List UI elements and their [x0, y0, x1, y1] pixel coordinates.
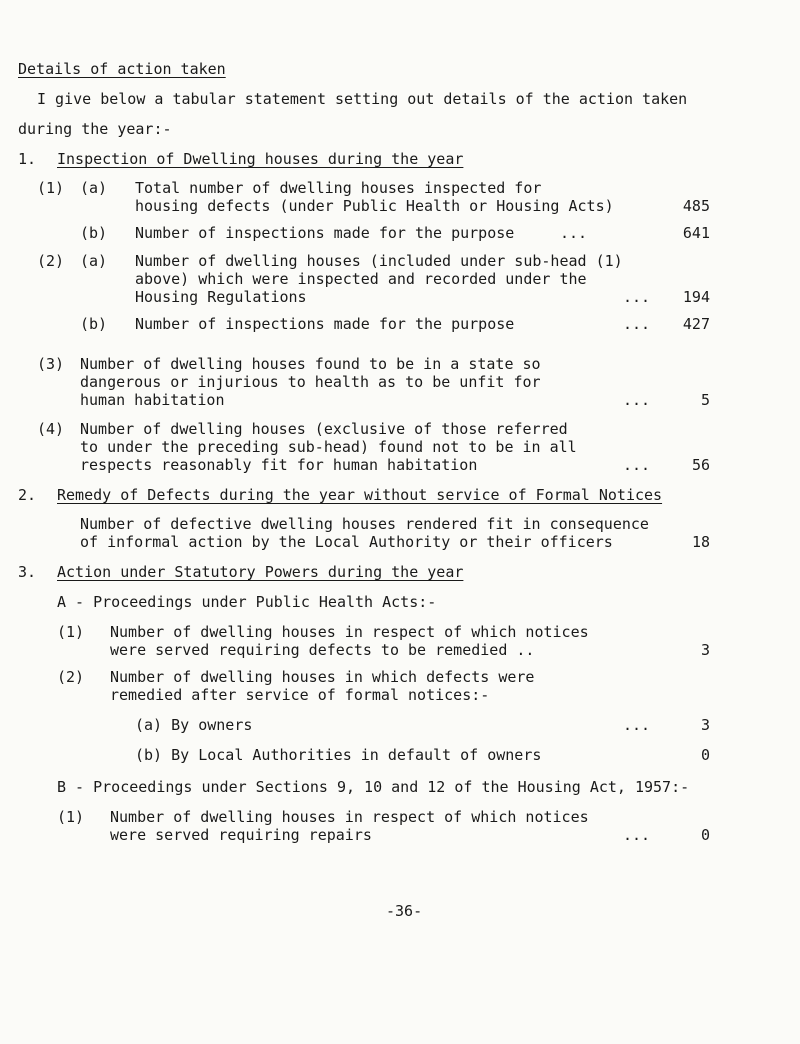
- item-a2-label: (2): [57, 668, 85, 686]
- item-2a-dots: ...: [623, 288, 651, 306]
- item-1a-label: (a): [80, 179, 108, 197]
- item-b1-text-1: Number of dwelling houses in respect of which notices: [110, 808, 589, 826]
- item-2a-text-2: above) which were inspected and recorded under the: [135, 270, 587, 288]
- item-1b-label: (b): [80, 224, 108, 242]
- section-1-title: Inspection of Dwelling houses during the year: [57, 150, 464, 168]
- item-a2b-value: 0: [700, 746, 710, 764]
- item-2b-value: 427: [682, 315, 710, 333]
- item-4-dots: ...: [623, 456, 651, 474]
- item-b1-label: (1): [57, 808, 85, 826]
- item-a1-text-1: Number of dwelling houses in respect of which notices: [110, 623, 589, 641]
- item-4-text-2: to under the preceding sub-head) found not to be in all: [80, 438, 577, 456]
- item-a1-text-2: were served requiring defects to be remedied ..: [110, 641, 535, 659]
- item-1b-value: 641: [682, 224, 710, 242]
- subsection-b-title: B - Proceedings under Sections 9, 10 and 12 of the Housing Act, 1957:-: [57, 778, 690, 796]
- item-1-label: (1): [37, 179, 65, 197]
- item-4-text-1: Number of dwelling houses (exclusive of those referred: [80, 420, 568, 438]
- item-3-text-3: human habitation: [80, 391, 225, 409]
- page-number: -36-: [386, 902, 423, 920]
- item-b1-value: 0: [700, 826, 710, 844]
- section-2-text-2: of informal action by the Local Authority or their officers: [80, 533, 613, 551]
- item-2b-label: (b): [80, 315, 108, 333]
- item-a2a-value: 3: [700, 716, 710, 734]
- item-1a-text-2: housing defects (under Public Health or Housing Acts): [135, 197, 614, 215]
- item-a1-label: (1): [57, 623, 85, 641]
- section-2-title: Remedy of Defects during the year without service of Formal Notices: [57, 486, 663, 504]
- item-4-label: (4): [37, 420, 65, 438]
- item-2a-value: 194: [682, 288, 710, 306]
- section-2-value: 18: [691, 533, 710, 551]
- item-1b-text: Number of inspections made for the purpose: [135, 224, 515, 242]
- item-a2-text-1: Number of dwelling houses in which defects were: [110, 668, 535, 686]
- item-2a-label: (a): [80, 252, 108, 270]
- item-4-value: 56: [691, 456, 710, 474]
- intro-line-2: during the year:-: [18, 120, 172, 138]
- item-2b-dots: ...: [623, 315, 651, 333]
- item-a2a-dots: ...: [623, 716, 651, 734]
- item-3-label: (3): [37, 355, 65, 373]
- section-3-title: Action under Statutory Powers during the year: [57, 563, 464, 581]
- item-1b-dots: ...: [560, 224, 588, 242]
- item-2a-text-1: Number of dwelling houses (included under sub-head (1): [135, 252, 623, 270]
- section-2-number: 2.: [18, 486, 37, 504]
- item-1a-text-1: Total number of dwelling houses inspected for: [135, 179, 542, 197]
- item-3-value: 5: [700, 391, 710, 409]
- item-b1-dots: ...: [623, 826, 651, 844]
- item-3-text-1: Number of dwelling houses found to be in a state so: [80, 355, 541, 373]
- item-2b-text: Number of inspections made for the purpose: [135, 315, 515, 333]
- item-a2-text-2: remedied after service of formal notices:-: [110, 686, 490, 704]
- heading: Details of action taken: [18, 60, 226, 78]
- section-2-text-1: Number of defective dwelling houses rendered fit in consequence: [80, 515, 649, 533]
- intro-line-1: I give below a tabular statement setting out details of the action taken: [37, 90, 688, 108]
- section-3-number: 3.: [18, 563, 37, 581]
- item-b1-text-2: were served requiring repairs: [110, 826, 372, 844]
- subsection-a-title: A - Proceedings under Public Health Acts:-: [57, 593, 437, 611]
- item-a1-value: 3: [700, 641, 710, 659]
- item-3-dots: ...: [623, 391, 651, 409]
- item-a2b-text: (b) By Local Authorities in default of owners: [135, 746, 542, 764]
- item-a2a-text: (a) By owners: [135, 716, 253, 734]
- item-4-text-3: respects reasonably fit for human habitation: [80, 456, 478, 474]
- item-2a-text-3: Housing Regulations: [135, 288, 307, 306]
- item-3-text-2: dangerous or injurious to health as to be unfit for: [80, 373, 541, 391]
- section-1-number: 1.: [18, 150, 37, 168]
- item-2-label: (2): [37, 252, 65, 270]
- item-1a-value: 485: [682, 197, 710, 215]
